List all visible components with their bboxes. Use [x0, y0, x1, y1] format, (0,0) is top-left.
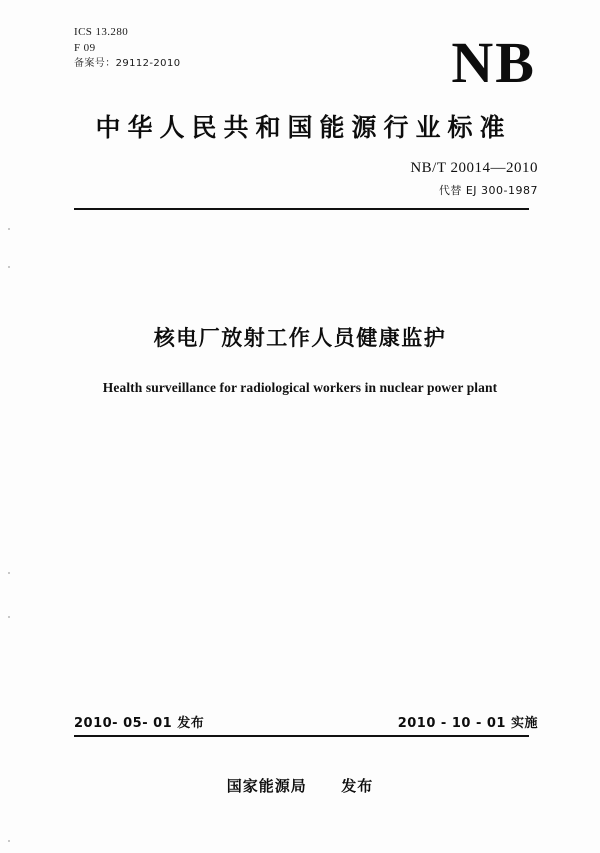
publisher-name: 国家能源局: [226, 777, 307, 795]
publisher-action: 发布: [341, 777, 374, 795]
ics-code: ICS 13.280: [74, 26, 129, 38]
nb-logo: NB: [451, 30, 536, 95]
national-standard-title: 中华人民共和国能源行业标准: [95, 113, 512, 142]
binding-mark: [8, 228, 10, 230]
implementation-date: 2010 - 10 - 01 实施: [397, 716, 538, 731]
replaced-standard: 代替 EJ 300-1987: [438, 184, 538, 197]
document-title-english: Health surveillance for radiological workers in nuclear power plant: [102, 380, 498, 395]
classification-block: [74, 24, 180, 72]
binding-mark: [8, 266, 10, 268]
binding-mark: [8, 840, 10, 842]
classification-code: F 09: [74, 42, 96, 54]
document-title-chinese: 核电厂放射工作人员健康监护: [153, 326, 447, 350]
standard-number: NB/T 20014—2010: [410, 160, 538, 176]
publisher-line: [0, 775, 600, 796]
header-divider: [74, 208, 529, 210]
record-number: 备案号：29112-2010: [74, 58, 181, 69]
footer-divider: [74, 735, 529, 737]
binding-mark: [8, 572, 10, 574]
issue-date: 2010- 05- 01 发布: [74, 716, 205, 731]
binding-mark: [8, 616, 10, 618]
